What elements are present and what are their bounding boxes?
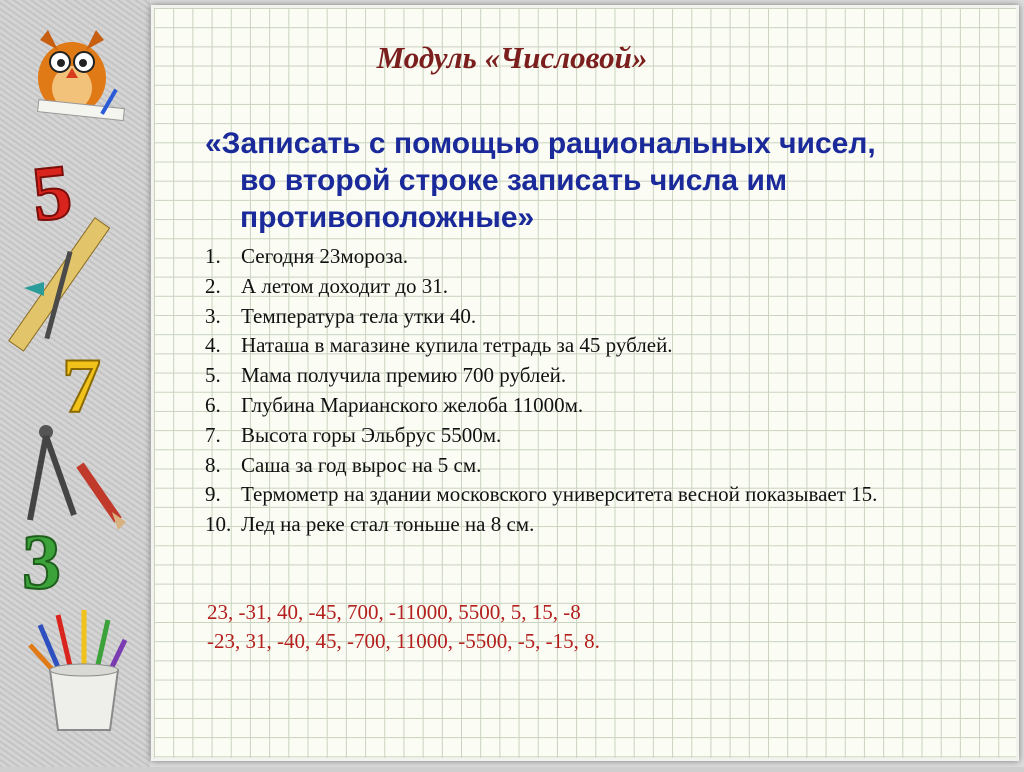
digit-five: 5 (27, 147, 76, 238)
item-text: Сегодня 23мороза. (241, 244, 409, 268)
list-item (205, 421, 895, 451)
item-text: Высота горы Эльбрус 5500м. (241, 422, 502, 447)
list-item (205, 391, 895, 421)
list-item (205, 242, 895, 272)
ruler-icon (9, 218, 110, 351)
item-text: Лед на реке стал тоньше на 8 см. (241, 512, 535, 537)
pencil-cup-icon (30, 610, 125, 730)
item-text: Саша за год вырос на 5 см. (241, 452, 482, 477)
decorative-sidebar (0, 0, 150, 767)
task-heading (205, 125, 925, 236)
heading-line-3: противоположные» (240, 201, 535, 234)
task-list (205, 242, 895, 540)
list-item (205, 302, 895, 332)
item-number: 4. (205, 333, 221, 358)
heading-line-2: во второй строке записать числа им (240, 164, 788, 197)
list-item (205, 272, 895, 302)
heading-line-1: «Записать с помощью рациональных чисел, (205, 127, 876, 160)
compass-icon (30, 425, 126, 530)
list-item (205, 361, 895, 391)
list-item (205, 510, 895, 540)
item-number: 1. (205, 244, 221, 268)
item-text: Наташа в магазине купила тетрадь за 45 рублей. (241, 333, 673, 358)
answers-line-1: 23, -31, 40, -45, 700, -11000, 5500, 5, 15, -8 (207, 600, 581, 624)
item-text: Термометр на здании московского университета весной показывает 15. (241, 482, 878, 507)
item-number: 6. (205, 392, 221, 417)
list-item (205, 480, 895, 510)
item-number: 7. (205, 422, 221, 447)
answers-line-2: -23, 31, -40, 45, -700, 11000, -5500, -5, -15, 8. (207, 629, 600, 653)
digit-three: 3 (22, 518, 61, 605)
sidebar-art (0, 0, 150, 767)
item-number: 3. (205, 303, 221, 328)
list-item (205, 451, 895, 481)
digit-seven: 7 (62, 342, 101, 429)
item-number: 2. (205, 273, 221, 298)
item-text: А летом доходит до 31. (241, 273, 449, 298)
answers-block (207, 598, 907, 656)
item-text: Мама получила премию 700 рублей. (241, 363, 567, 388)
item-text: Глубина Марианского желоба 11000м. (241, 392, 584, 417)
slide-title: Модуль «Числовой» (376, 40, 648, 75)
list-item (205, 331, 895, 361)
item-number: 8. (205, 452, 221, 477)
item-number: 10. (205, 512, 232, 537)
item-text: Температура тела утки 40. (241, 303, 477, 328)
item-number: 5. (205, 363, 221, 388)
item-number: 9. (205, 482, 221, 507)
